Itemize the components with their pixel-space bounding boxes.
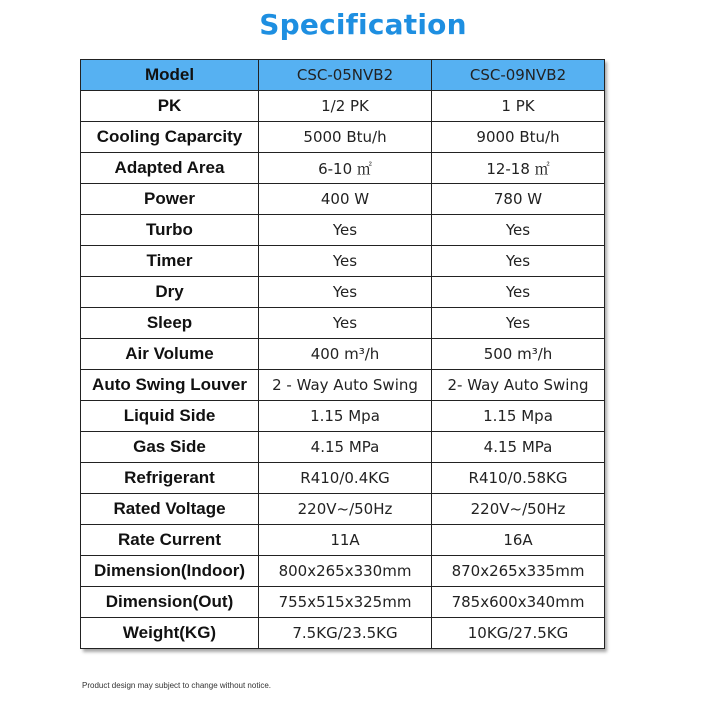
table-row bbox=[81, 618, 605, 649]
spec-label-cell: Power bbox=[81, 184, 259, 215]
table-header-row bbox=[81, 60, 605, 91]
spec-value-a-cell: Yes bbox=[259, 215, 432, 246]
spec-label-cell: Refrigerant bbox=[81, 463, 259, 494]
spec-table-body bbox=[81, 60, 605, 649]
spec-value-b-cell: 2- Way Auto Swing bbox=[432, 370, 605, 401]
header-model-a-cell: CSC-05NVB2 bbox=[259, 60, 432, 91]
spec-value-a-cell: 800x265x330mm bbox=[259, 556, 432, 587]
header-label-cell: Model bbox=[81, 60, 259, 91]
table-row bbox=[81, 153, 605, 184]
spec-value-a-cell: 6-10 ㎡ bbox=[259, 153, 432, 184]
spec-value-a-cell: 400 m³/h bbox=[259, 339, 432, 370]
table-row bbox=[81, 184, 605, 215]
spec-value-a-cell: 1/2 PK bbox=[259, 91, 432, 122]
spec-label-cell: Rated Voltage bbox=[81, 494, 259, 525]
spec-label-cell: Sleep bbox=[81, 308, 259, 339]
spec-value-a-cell: 400 W bbox=[259, 184, 432, 215]
spec-value-b-cell: 500 m³/h bbox=[432, 339, 605, 370]
footnote: Product design may subject to change without notice. bbox=[82, 681, 271, 690]
spec-value-b-cell: 9000 Btu/h bbox=[432, 122, 605, 153]
table-row bbox=[81, 215, 605, 246]
spec-label-cell: Adapted Area bbox=[81, 153, 259, 184]
spec-value-b-cell: 870x265x335mm bbox=[432, 556, 605, 587]
spec-value-b-cell: R410/0.58KG bbox=[432, 463, 605, 494]
spec-label-cell: Dimension(Out) bbox=[81, 587, 259, 618]
spec-value-b-cell: Yes bbox=[432, 215, 605, 246]
spec-label-cell: Liquid Side bbox=[81, 401, 259, 432]
spec-value-b-cell: 4.15 MPa bbox=[432, 432, 605, 463]
spec-value-a-cell: 7.5KG/23.5KG bbox=[259, 618, 432, 649]
spec-value-a-cell: 5000 Btu/h bbox=[259, 122, 432, 153]
spec-label-cell: Dimension(Indoor) bbox=[81, 556, 259, 587]
spec-value-a-cell: R410/0.4KG bbox=[259, 463, 432, 494]
spec-label-cell: Gas Side bbox=[81, 432, 259, 463]
spec-value-b-cell: 1 PK bbox=[432, 91, 605, 122]
spec-value-a-cell: Yes bbox=[259, 246, 432, 277]
spec-value-a-cell: 755x515x325mm bbox=[259, 587, 432, 618]
spec-label-cell: PK bbox=[81, 91, 259, 122]
spec-label-cell: Weight(KG) bbox=[81, 618, 259, 649]
spec-value-b-cell: Yes bbox=[432, 246, 605, 277]
table-row bbox=[81, 91, 605, 122]
spec-value-b-cell: 780 W bbox=[432, 184, 605, 215]
spec-value-b-cell: 16A bbox=[432, 525, 605, 556]
spec-value-b-cell: 1.15 Mpa bbox=[432, 401, 605, 432]
spec-value-b-cell: 10KG/27.5KG bbox=[432, 618, 605, 649]
table-row bbox=[81, 370, 605, 401]
table-row bbox=[81, 308, 605, 339]
table-row bbox=[81, 463, 605, 494]
spec-value-a-cell: Yes bbox=[259, 308, 432, 339]
spec-value-b-cell: 12-18 ㎡ bbox=[432, 153, 605, 184]
spec-value-a-cell: 11A bbox=[259, 525, 432, 556]
spec-table-container bbox=[80, 59, 604, 649]
spec-label-cell: Dry bbox=[81, 277, 259, 308]
spec-value-b-cell: Yes bbox=[432, 308, 605, 339]
table-row bbox=[81, 122, 605, 153]
table-row bbox=[81, 339, 605, 370]
table-row bbox=[81, 277, 605, 308]
table-row bbox=[81, 401, 605, 432]
spec-value-a-cell: 220V~/50Hz bbox=[259, 494, 432, 525]
spec-value-a-cell: 4.15 MPa bbox=[259, 432, 432, 463]
spec-table bbox=[80, 59, 605, 649]
spec-value-b-cell: Yes bbox=[432, 277, 605, 308]
header-model-b-cell: CSC-09NVB2 bbox=[432, 60, 605, 91]
spec-label-cell: Auto Swing Louver bbox=[81, 370, 259, 401]
spec-label-cell: Cooling Caparcity bbox=[81, 122, 259, 153]
spec-value-b-cell: 785x600x340mm bbox=[432, 587, 605, 618]
table-row bbox=[81, 246, 605, 277]
table-row bbox=[81, 494, 605, 525]
spec-value-a-cell: Yes bbox=[259, 277, 432, 308]
spec-label-cell: Air Volume bbox=[81, 339, 259, 370]
spec-value-a-cell: 1.15 Mpa bbox=[259, 401, 432, 432]
table-row bbox=[81, 525, 605, 556]
spec-label-cell: Timer bbox=[81, 246, 259, 277]
spec-value-a-cell: 2 - Way Auto Swing bbox=[259, 370, 432, 401]
spec-label-cell: Turbo bbox=[81, 215, 259, 246]
table-row bbox=[81, 432, 605, 463]
spec-value-b-cell: 220V~/50Hz bbox=[432, 494, 605, 525]
page-title: Specification bbox=[259, 8, 467, 41]
table-row bbox=[81, 587, 605, 618]
spec-label-cell: Rate Current bbox=[81, 525, 259, 556]
table-row bbox=[81, 556, 605, 587]
